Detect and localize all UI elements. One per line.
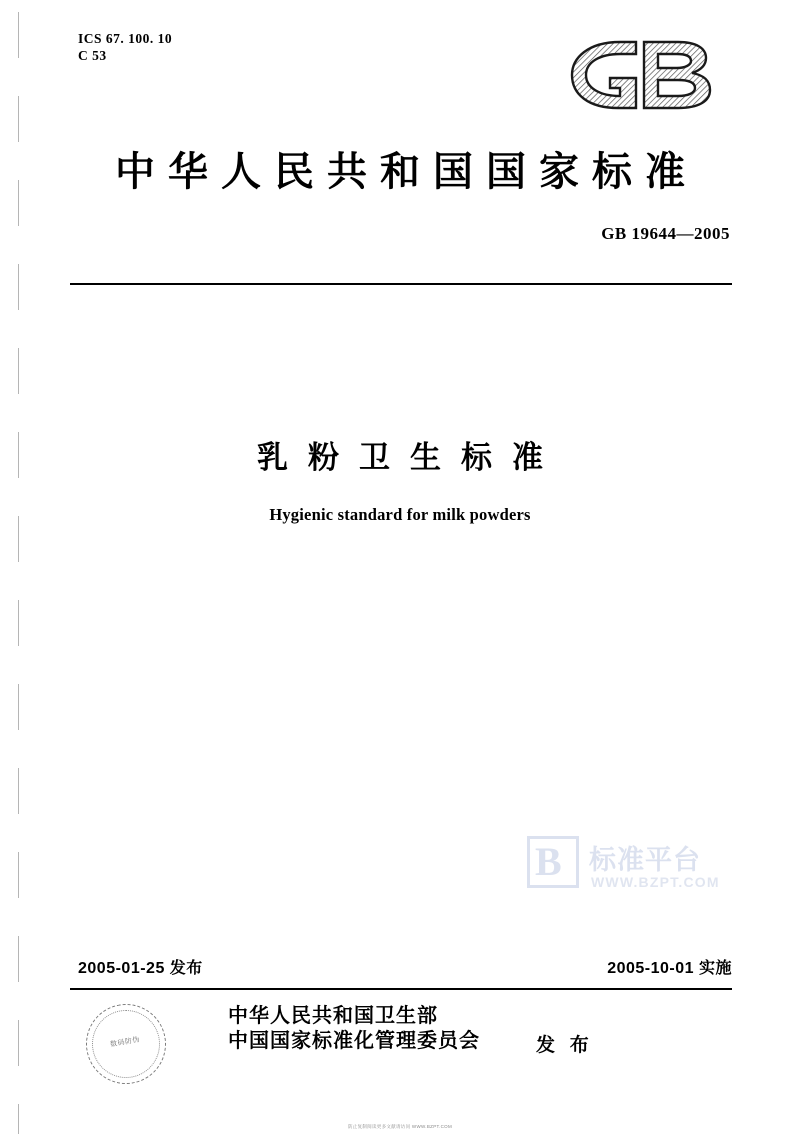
ics-classification bbox=[78, 30, 172, 64]
anti-counterfeit-seal-icon bbox=[86, 1004, 164, 1082]
publish-date: 2005-01-25 发布 bbox=[78, 960, 203, 977]
document-title-chinese: 乳粉卫生标准 bbox=[257, 440, 563, 475]
gb-logo-icon bbox=[558, 36, 728, 114]
footer-microtext: 防止复制阅读更多文献请访问 WWW.BZPT.COM bbox=[347, 1124, 453, 1129]
ics-line-1: ICS 67. 100. 10 bbox=[78, 31, 173, 46]
seal-label: 数码防伪 bbox=[109, 1036, 141, 1049]
ics-line-2: C 53 bbox=[78, 48, 107, 63]
watermark-url: WWW.BZPT.COM bbox=[591, 874, 720, 890]
page-title: 中华人民共和国国家标准 bbox=[115, 149, 698, 194]
footer-divider bbox=[70, 988, 732, 990]
issuing-organizations bbox=[228, 1004, 480, 1054]
watermark bbox=[527, 836, 757, 906]
document-title-english: Hygienic standard for milk powders bbox=[269, 505, 531, 524]
issuer-line-1: 中华人民共和国卫生部 bbox=[228, 1005, 438, 1027]
issuer-line-2: 中国国家标准化管理委员会 bbox=[228, 1030, 480, 1052]
implement-date: 2005-10-01 实施 bbox=[607, 960, 732, 977]
header-divider bbox=[70, 283, 732, 285]
issue-label: 发 布 bbox=[536, 1035, 594, 1056]
standard-number: GB 19644—2005 bbox=[601, 224, 730, 243]
watermark-letter: B bbox=[535, 839, 562, 884]
watermark-brand: 标准平台 bbox=[589, 845, 701, 875]
